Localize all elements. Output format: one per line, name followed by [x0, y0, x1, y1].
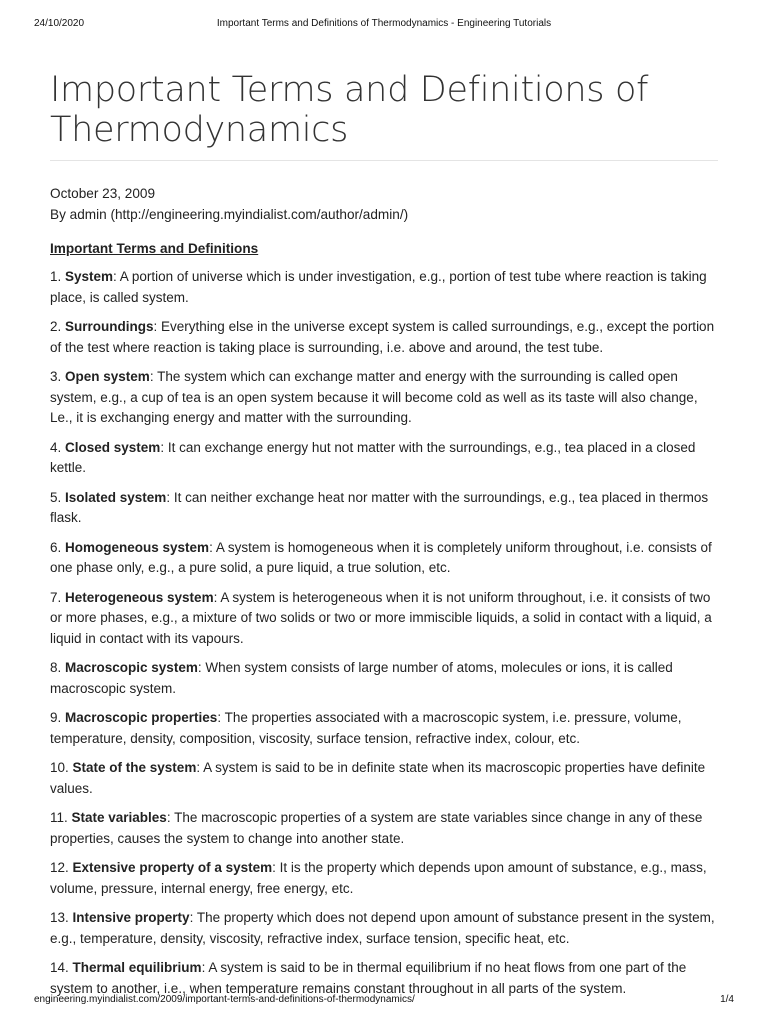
list-item	[50, 958, 718, 999]
term-number: 12.	[50, 860, 73, 875]
term-name: Intensive property	[72, 910, 190, 925]
list-item	[50, 908, 718, 949]
term-number: 3.	[50, 369, 66, 384]
post-byline: By admin (http://engineering.myindialist.com/author/admin/)	[50, 207, 409, 222]
print-footer	[34, 994, 734, 1005]
term-name: State variables	[71, 810, 167, 825]
list-item	[50, 708, 718, 749]
term-number: 8.	[50, 660, 66, 675]
term-number: 6.	[50, 539, 66, 555]
page-number: 1/4	[720, 994, 734, 1005]
term-definition: : The system which can exchange matter and energy with the surrounding is called open system, e.g., a cup of tea is an open system because it will become cold as well as its taste will also change, Le., it is exchanging energy and matter with the surrounding.	[50, 369, 698, 425]
article-meta	[50, 183, 718, 225]
term-name: State of the system	[72, 760, 197, 775]
term-definition: : A system is heterogeneous when it is not uniform throughout, i.e. it consists of two or more phases, e.g., a mixture of two solids or two or more immiscible liquids, a solid in contact with a liquid, a liquid in contact with its vapours.	[50, 589, 712, 646]
list-item	[50, 488, 718, 529]
term-definition: : A system is said to be in thermal equilibrium if no heat flows from one part of the system to another, i.e., when temperature remains constant throughout in all parts of the system.	[50, 960, 687, 996]
term-name: Thermal equilibrium	[72, 960, 202, 975]
term-definition: : A portion of universe which is under investigation, e.g., portion of test tube where reaction is taking place, is called system.	[50, 269, 707, 305]
term-number: 4.	[50, 439, 66, 455]
list-item	[50, 438, 718, 479]
list-item	[50, 808, 718, 849]
term-name: Open system	[65, 369, 150, 384]
list-item	[50, 858, 718, 899]
term-name-suffix: s	[146, 319, 154, 334]
term-number: 14.	[50, 960, 73, 975]
list-item	[50, 588, 718, 650]
term-definition: : When system consists of large number of atoms, molecules or ions, it is called macroscopic system.	[50, 660, 673, 696]
term-name: Isolated system	[65, 489, 167, 505]
print-doc-title: Important Terms and Definitions of Thermodynamics - Engineering Tutorials	[216, 18, 552, 29]
term-name: Heterogeneous system	[65, 589, 214, 605]
term-number: 2.	[50, 319, 66, 334]
term-definition: : The macroscopic properties of a system are state variables since change in any of these properties, causes the system to change into another state.	[50, 810, 703, 846]
term-definition: : It can exchange energy hut not matter with the surroundings, e.g., tea placed in a closed kettle.	[50, 439, 696, 475]
list-item	[50, 267, 718, 308]
term-definition: : The properties associated with a macroscopic system, i.e. pressure, volume, temperature, density, composition, viscosity, surface tension, refractive index, colour, etc.	[50, 710, 682, 746]
term-definition: : A system is homogeneous when it is completely uniform throughout, i.e. consists of one phase only, e.g., a pure solid, a pure liquid, a true solution, etc.	[50, 539, 712, 575]
terms-list	[50, 267, 718, 999]
term-number: 9.	[50, 710, 66, 725]
term-definition: : A system is said to be in definite state when its macroscopic properties have definite values.	[50, 760, 706, 796]
page-title: Important Terms and Definitions of Thermodynamics	[50, 70, 718, 161]
term-name: System	[65, 269, 114, 284]
print-date: 24/10/2020	[34, 18, 85, 29]
list-item	[50, 317, 718, 358]
term-definition: : It is the property which depends upon amount of substance, e.g., mass, volume, pressure, internal energy, free energy, etc.	[50, 860, 707, 896]
list-item	[50, 538, 718, 579]
term-definition: : The property which does not depend upon amount of substance present in the system, e.g., temperature, density, viscosity, refractive index, surface tension, specific heat, etc.	[50, 910, 715, 946]
term-number: 7.	[50, 589, 66, 605]
term-number: 13.	[50, 910, 73, 925]
term-name: Homogeneous system	[65, 539, 210, 555]
list-item	[50, 658, 718, 699]
term-name: Macroscopic system	[65, 660, 198, 675]
term-number: 1.	[50, 269, 66, 284]
term-name: Surrounding	[65, 319, 147, 334]
term-number: 10.	[50, 760, 73, 775]
post-date: October 23, 2009	[50, 186, 156, 201]
section-heading: Important Terms and Definitions	[50, 241, 259, 256]
term-definition: : It can neither exchange heat nor matter with the surroundings, e.g., tea placed in thermos flask.	[50, 489, 709, 525]
term-name: Macroscopic properties	[65, 710, 218, 725]
list-item	[50, 367, 718, 429]
article	[50, 70, 718, 1008]
term-definition: : Everything else in the universe except system is called surroundings, e.g., except the portion of the test where reaction is taking place is surrounding, i.e. above and around, the test tube.	[50, 319, 715, 355]
term-name: Closed system	[65, 439, 161, 455]
term-number: 11.	[50, 810, 72, 825]
list-item	[50, 758, 718, 799]
print-header	[34, 18, 734, 29]
print-url: engineering.myindialist.com/2009/important-terms-and-definitions-of-thermodynamics/	[34, 994, 415, 1005]
term-number: 5.	[50, 489, 66, 505]
term-name: Extensive property of a system	[72, 860, 273, 875]
